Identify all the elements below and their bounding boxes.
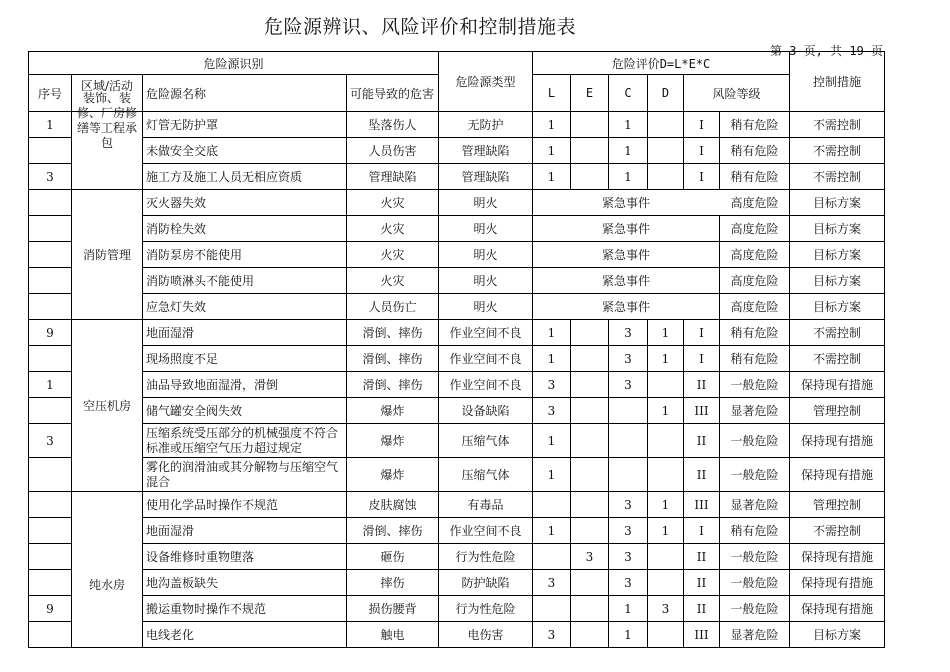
cell-C: 1: [609, 112, 648, 138]
cell-harm: 人员伤害: [347, 138, 439, 164]
cell-L: 1: [533, 138, 571, 164]
table-row: [29, 398, 885, 424]
cell-L: [533, 544, 571, 570]
cell-level: 一般危险: [720, 544, 790, 570]
cell-level: 高度危险: [720, 216, 790, 242]
cell-C: 3: [609, 570, 648, 596]
cell-E: [571, 138, 609, 164]
cell-E: [571, 398, 609, 424]
cell-C: [609, 398, 648, 424]
cell-type: 作业空间不良: [439, 518, 533, 544]
cell-measure: 目标方案: [790, 216, 885, 242]
cell-E: [571, 320, 609, 346]
cell-L: 1: [533, 424, 571, 458]
cell-level: 一般危险: [720, 424, 790, 458]
area-air: 空压机房: [72, 320, 143, 492]
cell-measure: 保持现有措施: [790, 544, 885, 570]
cell-C: 3: [609, 544, 648, 570]
cell-type: 明火: [439, 294, 533, 320]
cell-harm: 管理缺陷: [347, 164, 439, 190]
area-fire: 消防管理: [72, 190, 143, 320]
page-title: 危险源辨识、风险评价和控制措施表: [263, 16, 576, 38]
cell-type: 作业空间不良: [439, 320, 533, 346]
cell-seq: [29, 346, 72, 372]
cell-level: 显著危险: [720, 622, 790, 648]
cell-name: 施工方及施工人员无相应资质: [143, 164, 347, 190]
cell-name: 现场照度不足: [143, 346, 347, 372]
cell-seq: [29, 518, 72, 544]
cell-measure: 管理控制: [790, 492, 885, 518]
cell-C: 1: [609, 138, 648, 164]
cell-harm: 坠落伤人: [347, 112, 439, 138]
hazard-table: [28, 51, 885, 648]
table-row: [29, 596, 885, 622]
cell-seq: 1: [29, 372, 72, 398]
cell-name: 未做安全交底: [143, 138, 347, 164]
cell-L: 1: [533, 164, 571, 190]
cell-name: 地沟盖板缺失: [143, 570, 347, 596]
table-row: [29, 320, 885, 346]
cell-level: 显著危险: [720, 492, 790, 518]
cell-name: 压缩系统受压部分的机械强度不符合标准或压缩空气压力超过规定: [143, 424, 347, 458]
cell-harm: 滑倒、摔伤: [347, 372, 439, 398]
cell-seq: [29, 398, 72, 424]
table-row: [29, 570, 885, 596]
cell-C: 3: [609, 518, 648, 544]
cell-grade: II: [684, 458, 720, 492]
header-identify: 危险源识别: [29, 52, 439, 75]
table-row: [29, 622, 885, 648]
cell-harm: 火灾: [347, 190, 439, 216]
cell-seq: 3: [29, 424, 72, 458]
cell-L: 1: [533, 346, 571, 372]
cell-C: [609, 424, 648, 458]
cell-L: [533, 596, 571, 622]
cell-level: 显著危险: [720, 398, 790, 424]
cell-measure: 保持现有措施: [790, 596, 885, 622]
cell-name: 地面湿滑: [143, 320, 347, 346]
cell-harm: 触电: [347, 622, 439, 648]
cell-measure: 保持现有措施: [790, 424, 885, 458]
cell-harm: 爆炸: [347, 458, 439, 492]
cell-D: [648, 112, 684, 138]
cell-event: 紧急事件: [533, 294, 720, 320]
cell-L: [533, 492, 571, 518]
cell-grade: II: [684, 372, 720, 398]
cell-level: 高度危险: [720, 294, 790, 320]
cell-C: 1: [609, 622, 648, 648]
cell-D: [648, 138, 684, 164]
cell-name: 灯管无防护罩: [143, 112, 347, 138]
header-L: L: [533, 75, 571, 112]
cell-harm: 火灾: [347, 216, 439, 242]
cell-type: 设备缺陷: [439, 398, 533, 424]
table-row: [29, 242, 885, 268]
cell-harm: 损伤腰背: [347, 596, 439, 622]
cell-D: 1: [648, 518, 684, 544]
cell-harm: 滑倒、摔伤: [347, 346, 439, 372]
cell-E: [571, 596, 609, 622]
table-row: [29, 112, 885, 138]
cell-C: [609, 458, 648, 492]
cell-E: [571, 622, 609, 648]
table-row: [29, 492, 885, 518]
header-harm: 可能导致的危害: [347, 75, 439, 112]
cell-seq: 9: [29, 320, 72, 346]
cell-seq: [29, 570, 72, 596]
cell-level: 一般危险: [720, 372, 790, 398]
cell-E: [571, 372, 609, 398]
area-water: 纯水房: [72, 492, 143, 648]
cell-name: 电线老化: [143, 622, 347, 648]
cell-E: [571, 492, 609, 518]
cell-E: [571, 424, 609, 458]
cell-name: 雾化的润滑油或其分解物与压缩空气混合: [143, 458, 347, 492]
table-row: [29, 346, 885, 372]
cell-D: [648, 164, 684, 190]
cell-name: 使用化学品时操作不规范: [143, 492, 347, 518]
cell-C: 1: [609, 164, 648, 190]
header-name: 危险源名称: [143, 75, 347, 112]
cell-D: 1: [648, 398, 684, 424]
cell-seq: [29, 544, 72, 570]
cell-harm: 滑倒、摔伤: [347, 518, 439, 544]
cell-event: 紧急事件: [533, 242, 720, 268]
cell-seq: 9: [29, 596, 72, 622]
table-row: [29, 544, 885, 570]
cell-harm: 火灾: [347, 268, 439, 294]
cell-event: 紧急事件: [533, 190, 720, 216]
area-construction: [72, 91, 143, 190]
cell-seq: [29, 190, 72, 216]
cell-type: 防护缺陷: [439, 570, 533, 596]
table-row: [29, 372, 885, 398]
cell-measure: 保持现有措施: [790, 372, 885, 398]
header-type: 危险源类型: [439, 52, 533, 112]
table-row: [29, 458, 885, 492]
cell-name: 消防栓失效: [143, 216, 347, 242]
cell-C: 3: [609, 492, 648, 518]
table-row: [29, 216, 885, 242]
cell-measure: 不需控制: [790, 164, 885, 190]
cell-E: [571, 518, 609, 544]
cell-harm: 滑倒、摔伤: [347, 320, 439, 346]
cell-type: 明火: [439, 190, 533, 216]
cell-type: 作业空间不良: [439, 372, 533, 398]
cell-type: 明火: [439, 242, 533, 268]
cell-type: 电伤害: [439, 622, 533, 648]
header-row-1: [29, 52, 885, 75]
cell-seq: [29, 268, 72, 294]
cell-D: [648, 570, 684, 596]
area-label: 装饰、装修、厂房修缮等工程承包: [76, 91, 137, 150]
header-C: C: [609, 75, 648, 112]
cell-seq: [29, 492, 72, 518]
cell-type: 行为性危险: [439, 596, 533, 622]
cell-D: 3: [648, 596, 684, 622]
cell-E: 3: [571, 544, 609, 570]
cell-measure: 目标方案: [790, 268, 885, 294]
cell-L: 3: [533, 570, 571, 596]
page-info: 第 3 页, 共 19 页: [770, 44, 884, 58]
table-row: [29, 138, 885, 164]
cell-measure: 目标方案: [790, 242, 885, 268]
cell-E: [571, 164, 609, 190]
cell-C: 3: [609, 372, 648, 398]
cell-grade: I: [684, 320, 720, 346]
cell-level: 稍有危险: [720, 320, 790, 346]
cell-event: 紧急事件: [533, 216, 720, 242]
cell-type: 管理缺陷: [439, 164, 533, 190]
cell-grade: II: [684, 544, 720, 570]
cell-measure: 不需控制: [790, 320, 885, 346]
table-row: [29, 268, 885, 294]
cell-measure: 不需控制: [790, 138, 885, 164]
cell-name: 地面湿滑: [143, 518, 347, 544]
cell-level: 一般危险: [720, 596, 790, 622]
cell-grade: I: [684, 518, 720, 544]
cell-level: 高度危险: [720, 268, 790, 294]
cell-harm: 摔伤: [347, 570, 439, 596]
cell-D: 1: [648, 320, 684, 346]
cell-grade: I: [684, 164, 720, 190]
header-measure: 控制措施: [790, 52, 885, 112]
cell-level: 稍有危险: [720, 518, 790, 544]
cell-grade: III: [684, 622, 720, 648]
header-eval: 危险评价D=L*E*C: [533, 52, 790, 75]
cell-seq: 3: [29, 164, 72, 190]
cell-name: 消防喷淋头不能使用: [143, 268, 347, 294]
cell-name: 搬运重物时操作不规范: [143, 596, 347, 622]
cell-type: 明火: [439, 216, 533, 242]
cell-E: [571, 570, 609, 596]
cell-D: [648, 458, 684, 492]
cell-event: 紧急事件: [533, 268, 720, 294]
cell-L: 1: [533, 518, 571, 544]
cell-C: 3: [609, 346, 648, 372]
cell-L: 1: [533, 458, 571, 492]
cell-measure: 目标方案: [790, 622, 885, 648]
cell-L: 1: [533, 112, 571, 138]
cell-grade: II: [684, 596, 720, 622]
cell-name: 消防泵房不能使用: [143, 242, 347, 268]
cell-E: [571, 112, 609, 138]
header-E: E: [571, 75, 609, 112]
cell-type: 无防护: [439, 112, 533, 138]
cell-name: 储气罐安全阀失效: [143, 398, 347, 424]
table-row: [29, 294, 885, 320]
cell-grade: III: [684, 398, 720, 424]
cell-measure: 保持现有措施: [790, 458, 885, 492]
cell-name: 设备维修时重物堕落: [143, 544, 347, 570]
cell-grade: II: [684, 424, 720, 458]
header-seq: 序号: [29, 75, 72, 112]
cell-type: 作业空间不良: [439, 346, 533, 372]
cell-type: 有毒品: [439, 492, 533, 518]
cell-type: 压缩气体: [439, 424, 533, 458]
cell-D: [648, 372, 684, 398]
cell-L: 3: [533, 398, 571, 424]
cell-grade: III: [684, 492, 720, 518]
table-row: [29, 190, 885, 216]
cell-measure: 保持现有措施: [790, 570, 885, 596]
cell-measure: 管理控制: [790, 398, 885, 424]
cell-seq: [29, 242, 72, 268]
cell-level: 稍有危险: [720, 164, 790, 190]
cell-grade: I: [684, 346, 720, 372]
cell-C: 1: [609, 596, 648, 622]
cell-seq: [29, 294, 72, 320]
cell-level: 一般危险: [720, 458, 790, 492]
cell-level: 稍有危险: [720, 346, 790, 372]
header-level: 风险等级: [684, 75, 790, 112]
cell-grade: I: [684, 138, 720, 164]
header-D: D: [648, 75, 684, 112]
cell-harm: 爆炸: [347, 398, 439, 424]
table-row: [29, 164, 885, 190]
cell-D: [648, 424, 684, 458]
cell-grade: II: [684, 570, 720, 596]
cell-level: 高度危险: [720, 190, 790, 216]
cell-D: [648, 622, 684, 648]
cell-level: 一般危险: [720, 570, 790, 596]
cell-name: 油品导致地面湿滑，滑倒: [143, 372, 347, 398]
cell-measure: 不需控制: [790, 112, 885, 138]
cell-seq: [29, 138, 72, 164]
cell-seq: [29, 622, 72, 648]
cell-D: [648, 544, 684, 570]
cell-type: 管理缺陷: [439, 138, 533, 164]
cell-harm: 爆炸: [347, 424, 439, 458]
cell-D: 1: [648, 346, 684, 372]
cell-D: 1: [648, 492, 684, 518]
cell-harm: 砸伤: [347, 544, 439, 570]
cell-E: [571, 458, 609, 492]
cell-harm: 皮肤腐蚀: [347, 492, 439, 518]
cell-name: 应急灯失效: [143, 294, 347, 320]
cell-seq: 1: [29, 112, 72, 138]
table-row: [29, 424, 885, 458]
cell-seq: [29, 458, 72, 492]
cell-level: 稍有危险: [720, 112, 790, 138]
cell-grade: I: [684, 112, 720, 138]
cell-measure: 目标方案: [790, 294, 885, 320]
cell-L: 3: [533, 622, 571, 648]
header-area: 区域/活动: [72, 75, 143, 112]
cell-L: 3: [533, 372, 571, 398]
cell-level: 高度危险: [720, 242, 790, 268]
table-row: [29, 518, 885, 544]
cell-C: 3: [609, 320, 648, 346]
cell-type: 压缩气体: [439, 458, 533, 492]
cell-measure: 不需控制: [790, 346, 885, 372]
cell-type: 明火: [439, 268, 533, 294]
cell-type: 行为性危险: [439, 544, 533, 570]
cell-L: 1: [533, 320, 571, 346]
cell-measure: 不需控制: [790, 518, 885, 544]
cell-level: 稍有危险: [720, 138, 790, 164]
cell-E: [571, 346, 609, 372]
cell-seq: [29, 216, 72, 242]
cell-harm: 人员伤亡: [347, 294, 439, 320]
cell-harm: 火灾: [347, 242, 439, 268]
cell-measure: 目标方案: [790, 190, 885, 216]
cell-name: 灭火器失效: [143, 190, 347, 216]
